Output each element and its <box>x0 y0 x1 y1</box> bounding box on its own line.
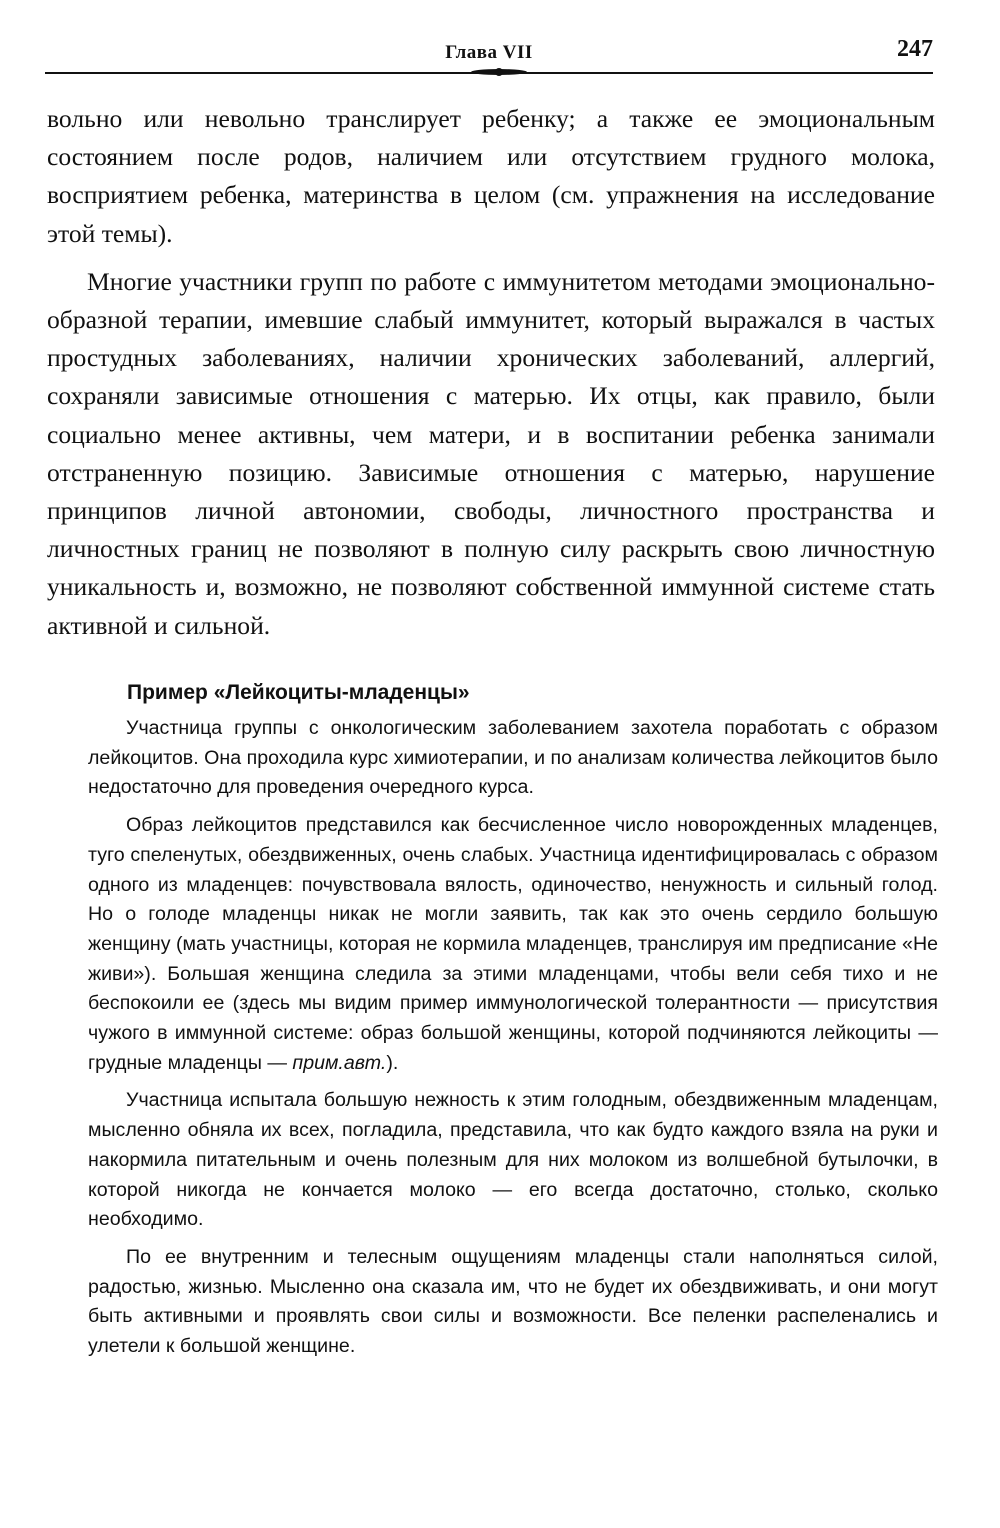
paragraph-immunity: Многие участники групп по работе с иммунитетом методами эмоционально-образной терапии, имевшие слабый иммунитет, который выражался в частых простудных заболеваниях, наличии хронических заболеваний, аллергий, сохраняли зависимые отношения с матерью. Их отцы, как правило, были социально менее активны, чем матери, и в воспитании ребенка занимали отстраненную позицию. Зависимые отношения с матерью, нарушение принципов личной автономии, свободы, личностного пространства и личностных границ не позволяют в полную силу раскрыть свою личностную уникальность и, возможно, не позволяют собственной иммунной системе стать активной и сильной. <box>47 266 935 640</box>
page-number: 247 <box>897 36 933 62</box>
example-text <box>88 714 938 1362</box>
example-paragraph-3: Участница испытала большую нежность к этим голодным, обездвиженным младенцам, мысленно обняла их всех, погладила, представила, что как будто каждого взяла на руки и накормила питательным и очень полезным для них молоком из волшебной бутылочки, в которой никогда не кончается молоко — его всегда достаточно, столько, сколько необходимо. <box>88 1089 938 1231</box>
paragraph-continuation: вольно или невольно транслирует ребенку; а также ее эмоциональным состоянием после родов, наличием или отсутствием грудного молока, восприятием ребенка, материнства в целом (см. упражнения на исследование этой темы). <box>47 104 935 248</box>
page-header <box>45 30 933 76</box>
example-paragraph-4: По ее внутренним и телесным ощущениям младенцы стали наполняться силой, радостью, жизнью. Мысленно она сказала им, что не будет их обездвиживать, и они могут быть активными и проявлять свои силы и возможности. Все пеленки распеленались и улетели к большой женщине. <box>88 1245 938 1358</box>
author-note: прим.авт. <box>292 1051 387 1074</box>
chapter-title: Глава VII <box>445 42 533 63</box>
example-paragraph-2 <box>88 811 938 1078</box>
header-ornament-icon <box>469 67 529 77</box>
example-paragraph-2-end: ). <box>386 1051 399 1074</box>
example-paragraph-2-main: Образ лейкоцитов представился как бесчисленное число новорожденных младенцев, туго спеленутых, обездвиженных, очень слабых. Участница идентифицировалась с образом одного из младенцев: почувствовала вялость, одиночество, ненужность и сильный голод. Но о голоде младенцы никак не могли заявить, так как это очень сердило большую женщину (мать участницы, которая не кормила младенцев, транслируя им предписание «Не живи»). Большая женщина следила за этими младенцами, чтобы вели себя тихо и не беспокоили ее (здесь мы видим пример иммунологической толерантности — присутствия чужого в иммунной системе: образ большой женщины, которой подчиняются лейкоциты — грудные младенцы — <box>88 814 938 1074</box>
main-text <box>47 100 935 645</box>
example-heading: Пример «Лейкоциты-младенцы» <box>127 681 470 704</box>
example-paragraph-1: Участница группы с онкологическим заболеванием захотела поработать с образом лейкоцитов. Она проходила курс химиотерапии, и по анализам количества лейкоцитов было недостаточно для проведения очередного курса. <box>88 717 938 799</box>
